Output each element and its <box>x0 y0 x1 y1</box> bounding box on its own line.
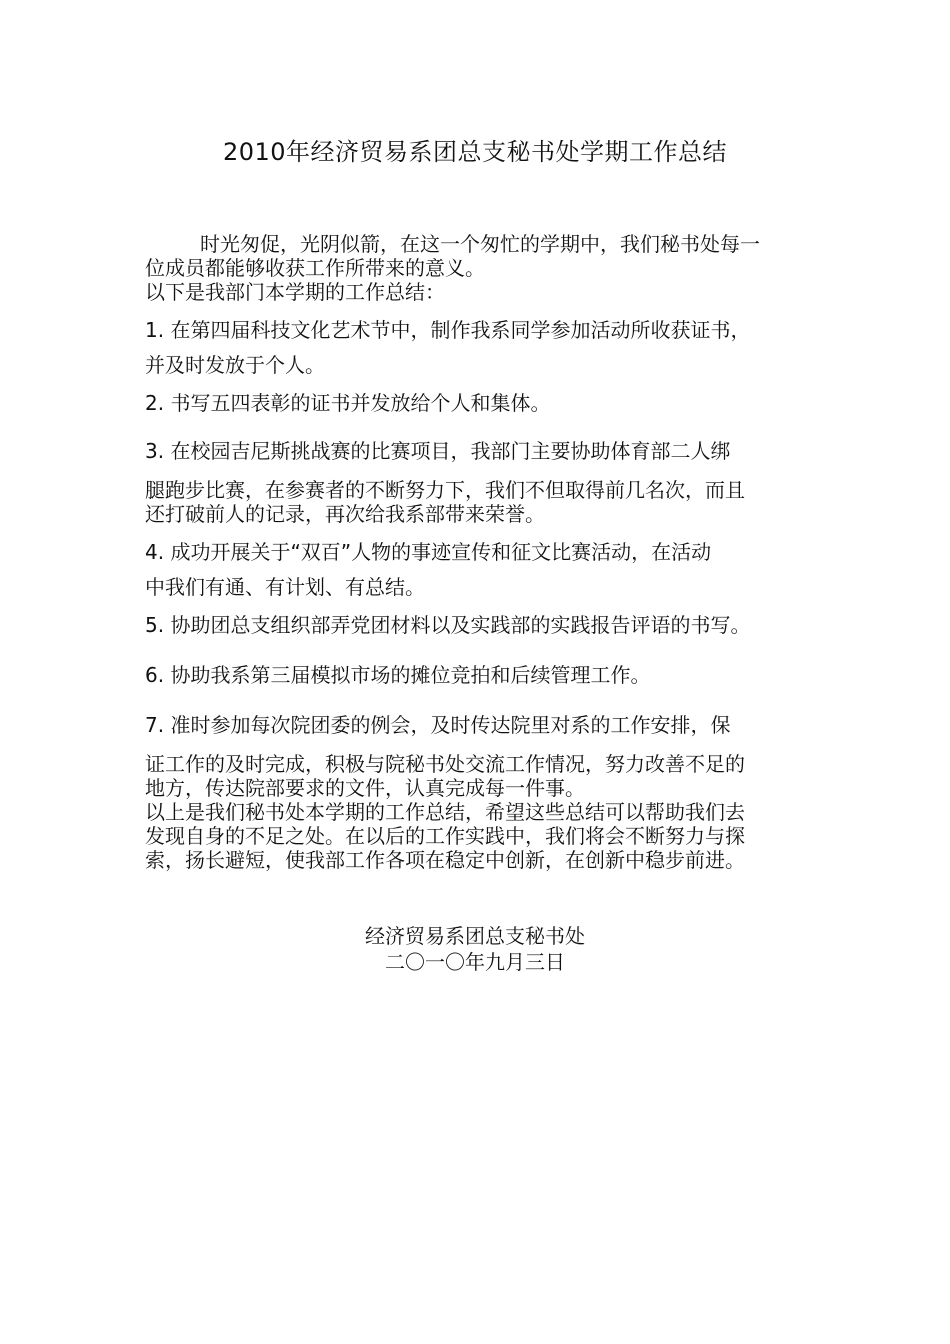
conclusion-line-2: 发现自身的不足之处。在以后的工作实践中，我们将会不断努力与探 <box>145 824 745 848</box>
document-title: 2010年经济贸易系团总支秘书处学期工作总结 <box>222 138 728 166</box>
intro-line-3: 以下是我部门本学期的工作总结： <box>145 280 445 304</box>
intro-line-2: 位成员都能够收获工作所带来的意义。 <box>145 256 485 280</box>
item-6-line-1: 6. 协助我系第三届模拟市场的摊位竞拍和后续管理工作。 <box>145 663 651 687</box>
item-3-line-2: 腿跑步比赛，在参赛者的不断努力下，我们不但取得前几名次，而且 <box>145 478 745 502</box>
item-5-line-1: 5. 协助团总支组织部弄党团材料以及实践部的实践报告评语的书写。 <box>145 613 751 637</box>
conclusion-line-1: 以上是我们秘书处本学期的工作总结，希望这些总结可以帮助我们去 <box>145 800 745 824</box>
conclusion-line-3: 索，扬长避短，使我部工作各项在稳定中创新，在创新中稳步前进。 <box>145 848 745 872</box>
signature-org: 经济贸易系团总支秘书处 <box>365 924 585 948</box>
item-3-line-3: 还打破前人的记录，再次给我系部带来荣誉。 <box>145 502 545 526</box>
item-4-line-2: 中我们有通、有计划、有总结。 <box>145 575 425 599</box>
item-7-line-3: 地方，传达院部要求的文件，认真完成每一件事。 <box>145 776 585 800</box>
item-3-line-1: 3. 在校园吉尼斯挑战赛的比赛项目，我部门主要协助体育部二人绑 <box>145 439 731 463</box>
item-1-line-1: 1. 在第四届科技文化艺术节中，制作我系同学参加活动所收获证书， <box>145 318 751 342</box>
item-2-line-1: 2. 书写五四表彰的证书并发放给个人和集体。 <box>145 391 551 415</box>
signature-date: 二〇一〇年九月三日 <box>385 950 565 974</box>
item-7-line-2: 证工作的及时完成，积极与院秘书处交流工作情况，努力改善不足的 <box>145 752 745 776</box>
item-4-line-1: 4. 成功开展关于“双百”人物的事迹宣传和征文比赛活动，在活动 <box>145 540 712 564</box>
intro-line-1: 时光匆促，光阴似箭，在这一个匆忙的学期中，我们秘书处每一 <box>200 232 760 256</box>
item-7-line-1: 7. 准时参加每次院团委的例会，及时传达院里对系的工作安排，保 <box>145 713 731 737</box>
item-1-line-2: 并及时发放于个人。 <box>145 353 325 377</box>
